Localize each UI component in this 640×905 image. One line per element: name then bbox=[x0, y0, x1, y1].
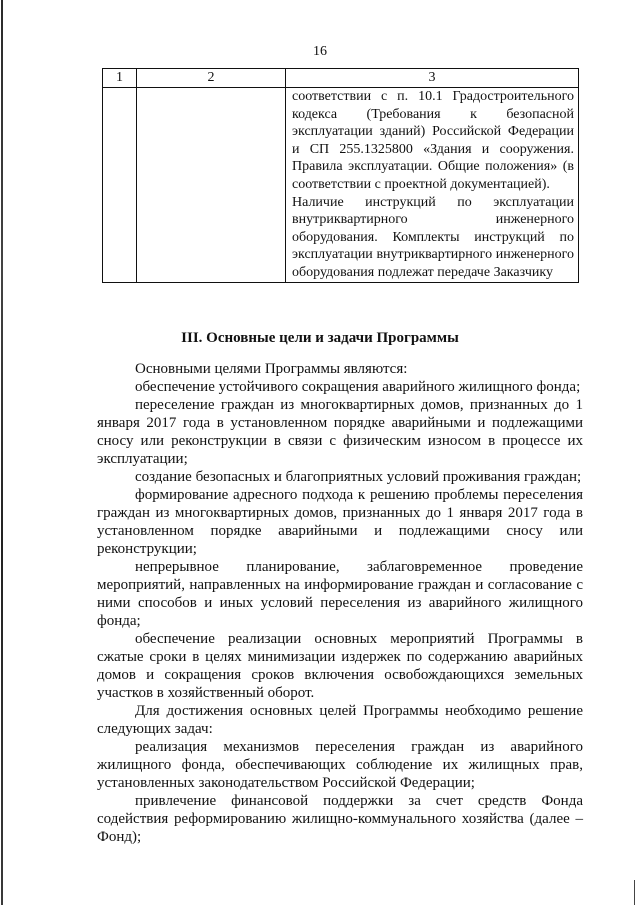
goal-paragraph-3: создание безопасных и благоприятных условий проживания граждан; bbox=[135, 469, 582, 485]
task-paragraph-2: привлечение финансовой поддержки за счет средств Фонда содействия реформированию жилищно-коммунального хозяйства (далее – Фонд); bbox=[97, 793, 583, 845]
continuation-table bbox=[102, 68, 579, 283]
tasks-intro-paragraph: Для достижения основных целей Программы необходимо решение следующих задач: bbox=[97, 703, 583, 737]
task-paragraph-1: реализация механизмов переселения граждан из аварийного жилищного фонда, обеспечивающих соблюдение их жилищных прав, установленных законодательством Российской Федерации; bbox=[97, 739, 583, 791]
table-header-col-1: 1 bbox=[103, 69, 137, 88]
goal-paragraph-1: обеспечение устойчивого сокращения аварийного жилищного фонда; bbox=[135, 379, 581, 395]
table-cell-col-2 bbox=[137, 88, 286, 283]
table-header-col-3: 3 bbox=[286, 69, 579, 88]
section-title: III. Основные цели и задачи Программы bbox=[181, 330, 459, 346]
table-row bbox=[103, 88, 579, 283]
requirements-text: соответствии с п. 10.1 Градостроительного кодекса (Требования к безопасной эксплуатации зданий) Российской Федерации и СП 255.1325800 «Здания и сооружения. Правила эксплуатации. Общие положения» (в соответствии с проектной документацией). bbox=[292, 89, 574, 192]
instructions-text: Наличие инструкций по эксплуатации внутриквартирного инженерного оборудования. Комплекты инструкций по эксплуатации внутриквартирного инженерного оборудования подлежат передаче Заказчику bbox=[292, 194, 574, 280]
goal-paragraph-4: формирование адресного подхода к решению проблемы переселения граждан из многоквартирных домов, признанных до 1 января 2017 года в установленном порядке аварийными и подлежащими сносу или реконструкции; bbox=[97, 487, 583, 557]
body-text bbox=[97, 360, 583, 846]
table-header-col-2: 2 bbox=[137, 69, 286, 88]
scan-edge-right bbox=[634, 880, 635, 905]
table-cell-col-3 bbox=[286, 88, 579, 283]
table-header-row bbox=[103, 69, 579, 88]
scan-edge-left bbox=[1, 0, 3, 905]
table-cell-col-1 bbox=[103, 88, 137, 283]
goal-paragraph-5: непрерывное планирование, заблаговременное проведение мероприятий, направленных на информирование граждан и согласование с ними способов и иных условий переселения из аварийного жилищного фонда; bbox=[97, 559, 583, 629]
goal-paragraph-6: обеспечение реализации основных мероприятий Программы в сжатые сроки в целях минимизации издержек по содержанию аварийных домов и сокращения сроков включения освобождающихся земельных участков в хозяйственный оборот. bbox=[97, 631, 583, 701]
page-number: 16 bbox=[313, 44, 327, 59]
goal-paragraph-2: переселение граждан из многоквартирных домов, признанных до 1 января 2017 года в установленном порядке аварийными и подлежащими сносу или реконструкции в связи с физическим износом в процессе их эксплуатации; bbox=[97, 397, 583, 467]
goals-intro-paragraph: Основными целями Программы являются: bbox=[135, 361, 408, 377]
